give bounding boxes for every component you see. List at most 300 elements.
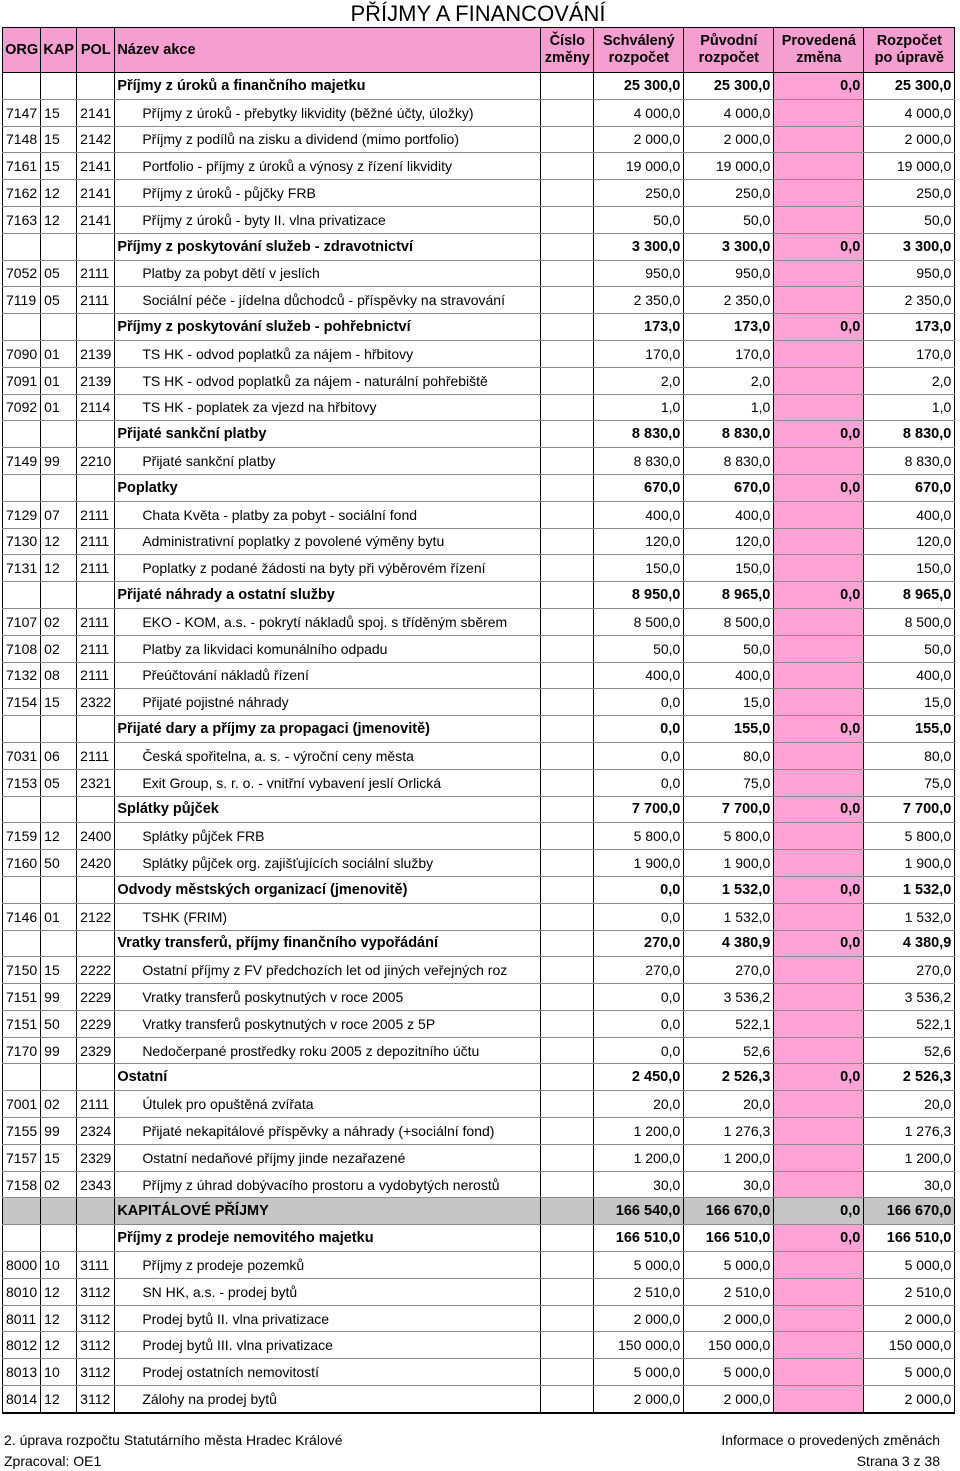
cell-pol [77, 1225, 115, 1252]
cell-org [3, 1225, 41, 1252]
cell-cislo-zmeny [541, 1252, 594, 1279]
cell-schvaleny: 166 510,0 [594, 1225, 684, 1252]
cell-zmena: 0,0 [774, 930, 864, 957]
cell-cislo-zmeny [541, 1118, 594, 1145]
cell-upraveny: 950,0 [864, 260, 955, 287]
cell-pol: 2122 [77, 903, 115, 930]
footer-page-number: Strana 3 z 38 [856, 1453, 940, 1469]
col-provedena-zmena: Provedená změna [774, 28, 864, 73]
cell-org: 7162 [3, 180, 41, 207]
cell-upraveny: 8 500,0 [864, 608, 955, 635]
cell-org: 7119 [3, 287, 41, 314]
cell-zmena [774, 1359, 864, 1386]
table-row [3, 501, 955, 528]
cell-org: 8012 [3, 1332, 41, 1359]
group-header-row [3, 421, 955, 448]
cell-zmena [774, 340, 864, 367]
cell-puvodni: 1 900,0 [684, 850, 774, 877]
cell-schvaleny: 0,0 [594, 742, 684, 769]
cell-zmena [774, 260, 864, 287]
cell-cislo-zmeny [541, 608, 594, 635]
col-rozpocet-po-uprave: Rozpočet po úpravě [864, 28, 955, 73]
cell-kap: 15 [41, 153, 77, 180]
cell-pol: 2114 [77, 394, 115, 421]
cell-schvaleny: 2 350,0 [594, 287, 684, 314]
cell-org: 7161 [3, 153, 41, 180]
cell-zmena [774, 957, 864, 984]
cell-puvodni: 670,0 [684, 474, 774, 501]
cell-schvaleny: 150 000,0 [594, 1332, 684, 1359]
cell-kap: 15 [41, 99, 77, 126]
cell-name: TS HK - poplatek za vjezd na hřbitovy [115, 394, 541, 421]
cell-kap [41, 796, 77, 823]
cell-puvodni: 950,0 [684, 260, 774, 287]
cell-pol [77, 930, 115, 957]
cell-schvaleny: 0,0 [594, 769, 684, 796]
cell-schvaleny: 0,0 [594, 903, 684, 930]
cell-upraveny: 5 800,0 [864, 823, 955, 850]
cell-pol: 2141 [77, 206, 115, 233]
cell-zmena: 0,0 [774, 876, 864, 903]
cell-schvaleny: 0,0 [594, 1010, 684, 1037]
group-header-row [3, 233, 955, 260]
cell-org: 7031 [3, 742, 41, 769]
cell-schvaleny: 0,0 [594, 689, 684, 716]
table-row [3, 555, 955, 582]
cell-schvaleny: 0,0 [594, 876, 684, 903]
cell-kap [41, 421, 77, 448]
table-row [3, 1171, 955, 1198]
cell-zmena [774, 635, 864, 662]
cell-name: TS HK - odvod poplatků za nájem - hřbitovy [115, 340, 541, 367]
cell-cislo-zmeny [541, 180, 594, 207]
cell-schvaleny: 50,0 [594, 206, 684, 233]
cell-pol: 2111 [77, 501, 115, 528]
cell-upraveny: 2 000,0 [864, 1386, 955, 1413]
cell-name: Splátky půjček FRB [115, 823, 541, 850]
cell-schvaleny: 20,0 [594, 1091, 684, 1118]
cell-schvaleny: 2 450,0 [594, 1064, 684, 1091]
cell-cislo-zmeny [541, 314, 594, 341]
table-row [3, 823, 955, 850]
footer-info: Informace o provedených změnách [721, 1432, 940, 1448]
table-row [3, 1118, 955, 1145]
cell-puvodni: 20,0 [684, 1091, 774, 1118]
cell-puvodni: 522,1 [684, 1010, 774, 1037]
cell-cislo-zmeny [541, 1225, 594, 1252]
cell-pol [77, 421, 115, 448]
col-pol: POL [77, 28, 115, 73]
cell-zmena: 0,0 [774, 73, 864, 100]
cell-org: 7131 [3, 555, 41, 582]
cell-schvaleny: 8 830,0 [594, 448, 684, 475]
cell-kap [41, 582, 77, 609]
cell-pol: 2329 [77, 1037, 115, 1064]
cell-cislo-zmeny [541, 501, 594, 528]
cell-kap: 02 [41, 1171, 77, 1198]
cell-upraveny: 250,0 [864, 180, 955, 207]
cell-cislo-zmeny [541, 448, 594, 475]
cell-cislo-zmeny [541, 287, 594, 314]
table-row [3, 126, 955, 153]
cell-name: Přijaté sankční platby [115, 448, 541, 475]
cell-org: 7108 [3, 635, 41, 662]
table-row [3, 1359, 955, 1386]
cell-schvaleny: 4 000,0 [594, 99, 684, 126]
cell-upraveny: 1 532,0 [864, 876, 955, 903]
cell-org: 7160 [3, 850, 41, 877]
cell-cislo-zmeny [541, 99, 594, 126]
cell-name: Útulek pro opuštěná zvířata [115, 1091, 541, 1118]
cell-cislo-zmeny [541, 1010, 594, 1037]
cell-puvodni: 80,0 [684, 742, 774, 769]
cell-name: Příjmy z úroků - přebytky likvidity (běžné účty, úložky) [115, 99, 541, 126]
cell-schvaleny: 1 900,0 [594, 850, 684, 877]
cell-pol: 2141 [77, 180, 115, 207]
cell-cislo-zmeny [541, 555, 594, 582]
cell-puvodni: 270,0 [684, 957, 774, 984]
cell-org: 7129 [3, 501, 41, 528]
cell-schvaleny: 2 000,0 [594, 1386, 684, 1413]
category-row [3, 1198, 955, 1225]
cell-pol [77, 716, 115, 743]
cell-kap [41, 73, 77, 100]
cell-kap: 08 [41, 662, 77, 689]
cell-org [3, 716, 41, 743]
cell-zmena [774, 99, 864, 126]
cell-kap [41, 1064, 77, 1091]
cell-upraveny: 5 000,0 [864, 1252, 955, 1279]
cell-org: 7146 [3, 903, 41, 930]
cell-cislo-zmeny [541, 1198, 594, 1225]
cell-upraveny: 1 900,0 [864, 850, 955, 877]
cell-org: 7148 [3, 126, 41, 153]
cell-org: 7130 [3, 528, 41, 555]
table-row [3, 1037, 955, 1064]
cell-puvodni: 1,0 [684, 394, 774, 421]
cell-upraveny: 15,0 [864, 689, 955, 716]
cell-zmena [774, 1144, 864, 1171]
cell-pol: 2111 [77, 260, 115, 287]
cell-zmena: 0,0 [774, 1225, 864, 1252]
cell-kap: 07 [41, 501, 77, 528]
cell-zmena [774, 501, 864, 528]
cell-cislo-zmeny [541, 260, 594, 287]
group-header-row [3, 796, 955, 823]
table-row [3, 635, 955, 662]
cell-pol: 2111 [77, 635, 115, 662]
cell-schvaleny: 5 000,0 [594, 1252, 684, 1279]
cell-cislo-zmeny [541, 126, 594, 153]
cell-upraveny: 400,0 [864, 501, 955, 528]
cell-schvaleny: 1 200,0 [594, 1118, 684, 1145]
cell-puvodni: 400,0 [684, 501, 774, 528]
col-name: Název akce [115, 28, 541, 73]
cell-schvaleny: 2 000,0 [594, 126, 684, 153]
cell-puvodni: 5 000,0 [684, 1359, 774, 1386]
cell-upraveny: 2,0 [864, 367, 955, 394]
cell-pol: 2321 [77, 769, 115, 796]
cell-name: Ostatní [115, 1064, 541, 1091]
cell-schvaleny: 400,0 [594, 501, 684, 528]
cell-schvaleny: 173,0 [594, 314, 684, 341]
cell-kap: 12 [41, 1278, 77, 1305]
cell-kap: 12 [41, 206, 77, 233]
cell-cislo-zmeny [541, 367, 594, 394]
cell-upraveny: 170,0 [864, 340, 955, 367]
cell-pol: 3112 [77, 1386, 115, 1413]
cell-kap: 12 [41, 555, 77, 582]
cell-zmena [774, 206, 864, 233]
cell-pol [77, 73, 115, 100]
cell-schvaleny: 950,0 [594, 260, 684, 287]
table-row [3, 984, 955, 1011]
page-title: PŘÍJMY A FINANCOVÁNÍ [350, 1, 606, 26]
cell-upraveny: 2 350,0 [864, 287, 955, 314]
cell-org: 7158 [3, 1171, 41, 1198]
cell-schvaleny: 250,0 [594, 180, 684, 207]
cell-name: Prodej ostatních nemovitostí [115, 1359, 541, 1386]
cell-pol [77, 1198, 115, 1225]
cell-puvodni: 50,0 [684, 635, 774, 662]
cell-org [3, 1064, 41, 1091]
cell-puvodni: 150,0 [684, 555, 774, 582]
cell-kap: 15 [41, 1144, 77, 1171]
cell-cislo-zmeny [541, 769, 594, 796]
cell-upraveny: 1 532,0 [864, 903, 955, 930]
cell-puvodni: 400,0 [684, 662, 774, 689]
cell-zmena [774, 769, 864, 796]
cell-zmena: 0,0 [774, 716, 864, 743]
cell-pol [77, 1064, 115, 1091]
cell-kap: 12 [41, 528, 77, 555]
group-header-row [3, 1225, 955, 1252]
cell-zmena: 0,0 [774, 233, 864, 260]
cell-schvaleny: 3 300,0 [594, 233, 684, 260]
cell-cislo-zmeny [541, 73, 594, 100]
cell-kap: 99 [41, 448, 77, 475]
cell-pol: 3112 [77, 1278, 115, 1305]
cell-zmena [774, 742, 864, 769]
cell-name: TS HK - odvod poplatků za nájem - naturální pohřebiště [115, 367, 541, 394]
cell-upraveny: 4 380,9 [864, 930, 955, 957]
cell-pol: 2139 [77, 340, 115, 367]
cell-name: Vratky transferů poskytnutých v roce 2005 z 5P [115, 1010, 541, 1037]
cell-kap [41, 876, 77, 903]
cell-cislo-zmeny [541, 984, 594, 1011]
cell-name: Příjmy z prodeje pozemků [115, 1252, 541, 1279]
cell-schvaleny: 50,0 [594, 635, 684, 662]
cell-org: 7151 [3, 984, 41, 1011]
cell-cislo-zmeny [541, 1091, 594, 1118]
cell-name: Přijaté nekapitálové příspěvky a náhrady (+sociální fond) [115, 1118, 541, 1145]
cell-puvodni: 7 700,0 [684, 796, 774, 823]
cell-kap: 12 [41, 1386, 77, 1413]
cell-puvodni: 15,0 [684, 689, 774, 716]
cell-schvaleny: 2 510,0 [594, 1278, 684, 1305]
cell-org [3, 474, 41, 501]
cell-zmena: 0,0 [774, 796, 864, 823]
cell-kap: 02 [41, 1091, 77, 1118]
cell-cislo-zmeny [541, 394, 594, 421]
cell-pol: 3112 [77, 1305, 115, 1332]
cell-puvodni: 166 670,0 [684, 1198, 774, 1225]
cell-zmena [774, 1171, 864, 1198]
cell-cislo-zmeny [541, 528, 594, 555]
cell-zmena [774, 555, 864, 582]
cell-name: Vratky transferů, příjmy finančního vypořádání [115, 930, 541, 957]
cell-pol: 2343 [77, 1171, 115, 1198]
cell-puvodni: 30,0 [684, 1171, 774, 1198]
cell-org: 7154 [3, 689, 41, 716]
cell-org: 7151 [3, 1010, 41, 1037]
cell-upraveny: 400,0 [864, 662, 955, 689]
cell-org: 7147 [3, 99, 41, 126]
cell-org: 7090 [3, 340, 41, 367]
cell-kap: 01 [41, 367, 77, 394]
cell-pol: 2111 [77, 555, 115, 582]
cell-cislo-zmeny [541, 742, 594, 769]
cell-kap: 50 [41, 1010, 77, 1037]
cell-cislo-zmeny [541, 1278, 594, 1305]
cell-puvodni: 2 000,0 [684, 1386, 774, 1413]
cell-schvaleny: 150,0 [594, 555, 684, 582]
cell-kap: 12 [41, 180, 77, 207]
cell-puvodni: 250,0 [684, 180, 774, 207]
table-row [3, 850, 955, 877]
cell-pol: 2111 [77, 1091, 115, 1118]
table-row [3, 608, 955, 635]
cell-puvodni: 2,0 [684, 367, 774, 394]
table-row [3, 1278, 955, 1305]
cell-cislo-zmeny [541, 582, 594, 609]
cell-pol: 2111 [77, 287, 115, 314]
cell-pol: 3112 [77, 1332, 115, 1359]
table-row [3, 903, 955, 930]
cell-puvodni: 2 350,0 [684, 287, 774, 314]
cell-org [3, 421, 41, 448]
cell-upraveny: 75,0 [864, 769, 955, 796]
cell-zmena [774, 1386, 864, 1413]
table-row [3, 1305, 955, 1332]
col-schvaleny-rozpocet: Schválený rozpočet [594, 28, 684, 73]
cell-cislo-zmeny [541, 1171, 594, 1198]
table-row [3, 153, 955, 180]
cell-pol [77, 314, 115, 341]
cell-cislo-zmeny [541, 903, 594, 930]
cell-cislo-zmeny [541, 930, 594, 957]
cell-kap: 15 [41, 689, 77, 716]
cell-pol: 2111 [77, 662, 115, 689]
col-cislo-zmeny: Číslo změny [541, 28, 594, 73]
table-row [3, 394, 955, 421]
cell-cislo-zmeny [541, 1305, 594, 1332]
cell-name: EKO - KOM, a.s. - pokrytí nákladů spoj. s tříděným sběrem [115, 608, 541, 635]
cell-name: Ostatní příjmy z FV předchozích let od jiných veřejných roz [115, 957, 541, 984]
cell-name: Sociální péče - jídelna důchodců - příspěvky na stravování [115, 287, 541, 314]
table-row [3, 1091, 955, 1118]
cell-cislo-zmeny [541, 876, 594, 903]
cell-upraveny: 4 000,0 [864, 99, 955, 126]
cell-puvodni: 50,0 [684, 206, 774, 233]
cell-pol [77, 796, 115, 823]
cell-cislo-zmeny [541, 635, 594, 662]
cell-puvodni: 170,0 [684, 340, 774, 367]
table-row [3, 742, 955, 769]
cell-puvodni: 3 536,2 [684, 984, 774, 1011]
cell-schvaleny: 670,0 [594, 474, 684, 501]
cell-zmena [774, 367, 864, 394]
cell-upraveny: 1 200,0 [864, 1144, 955, 1171]
cell-schvaleny: 2,0 [594, 367, 684, 394]
cell-name: Příjmy z prodeje nemovitého majetku [115, 1225, 541, 1252]
cell-org [3, 233, 41, 260]
cell-cislo-zmeny [541, 716, 594, 743]
cell-kap: 99 [41, 984, 77, 1011]
cell-pol [77, 582, 115, 609]
cell-zmena [774, 180, 864, 207]
cell-name: Vratky transferů poskytnutých v roce 2005 [115, 984, 541, 1011]
cell-schvaleny: 19 000,0 [594, 153, 684, 180]
cell-schvaleny: 25 300,0 [594, 73, 684, 100]
cell-name: Prodej bytů III. vlna privatizace [115, 1332, 541, 1359]
cell-name: Platby za likvidaci komunálního odpadu [115, 635, 541, 662]
cell-cislo-zmeny [541, 850, 594, 877]
table-row [3, 448, 955, 475]
cell-zmena [774, 662, 864, 689]
cell-cislo-zmeny [541, 421, 594, 448]
cell-puvodni: 166 510,0 [684, 1225, 774, 1252]
cell-pol: 2141 [77, 99, 115, 126]
cell-kap: 05 [41, 769, 77, 796]
cell-schvaleny: 30,0 [594, 1171, 684, 1198]
cell-name: Příjmy z úroků a finančního majetku [115, 73, 541, 100]
cell-upraveny: 522,1 [864, 1010, 955, 1037]
cell-kap: 12 [41, 1305, 77, 1332]
cell-zmena [774, 448, 864, 475]
cell-zmena [774, 1091, 864, 1118]
cell-kap: 10 [41, 1359, 77, 1386]
cell-upraveny: 670,0 [864, 474, 955, 501]
cell-puvodni: 8 965,0 [684, 582, 774, 609]
cell-name: TSHK (FRIM) [115, 903, 541, 930]
table-header-row [3, 28, 955, 73]
cell-name: Přijaté pojistné náhrady [115, 689, 541, 716]
cell-schvaleny: 8 950,0 [594, 582, 684, 609]
cell-pol: 2322 [77, 689, 115, 716]
cell-name: Příjmy z úhrad dobývacího prostoru a vydobytých nerostů [115, 1171, 541, 1198]
cell-cislo-zmeny [541, 1064, 594, 1091]
cell-cislo-zmeny [541, 796, 594, 823]
cell-name: Poplatky z podané žádosti na byty při výběrovém řízení [115, 555, 541, 582]
cell-schvaleny: 8 830,0 [594, 421, 684, 448]
cell-name: Ostatní nedaňové příjmy jinde nezařazené [115, 1144, 541, 1171]
cell-schvaleny: 166 540,0 [594, 1198, 684, 1225]
cell-name: Příjmy z poskytování služeb - pohřebnictví [115, 314, 541, 341]
cell-upraveny: 3 300,0 [864, 233, 955, 260]
cell-puvodni: 75,0 [684, 769, 774, 796]
cell-schvaleny: 120,0 [594, 528, 684, 555]
cell-puvodni: 25 300,0 [684, 73, 774, 100]
cell-upraveny: 19 000,0 [864, 153, 955, 180]
cell-org: 7170 [3, 1037, 41, 1064]
group-header-row [3, 73, 955, 100]
cell-zmena [774, 850, 864, 877]
cell-name: Chata Květa - platby za pobyt - sociální fond [115, 501, 541, 528]
cell-org: 7153 [3, 769, 41, 796]
cell-kap [41, 314, 77, 341]
group-header-row [3, 716, 955, 743]
